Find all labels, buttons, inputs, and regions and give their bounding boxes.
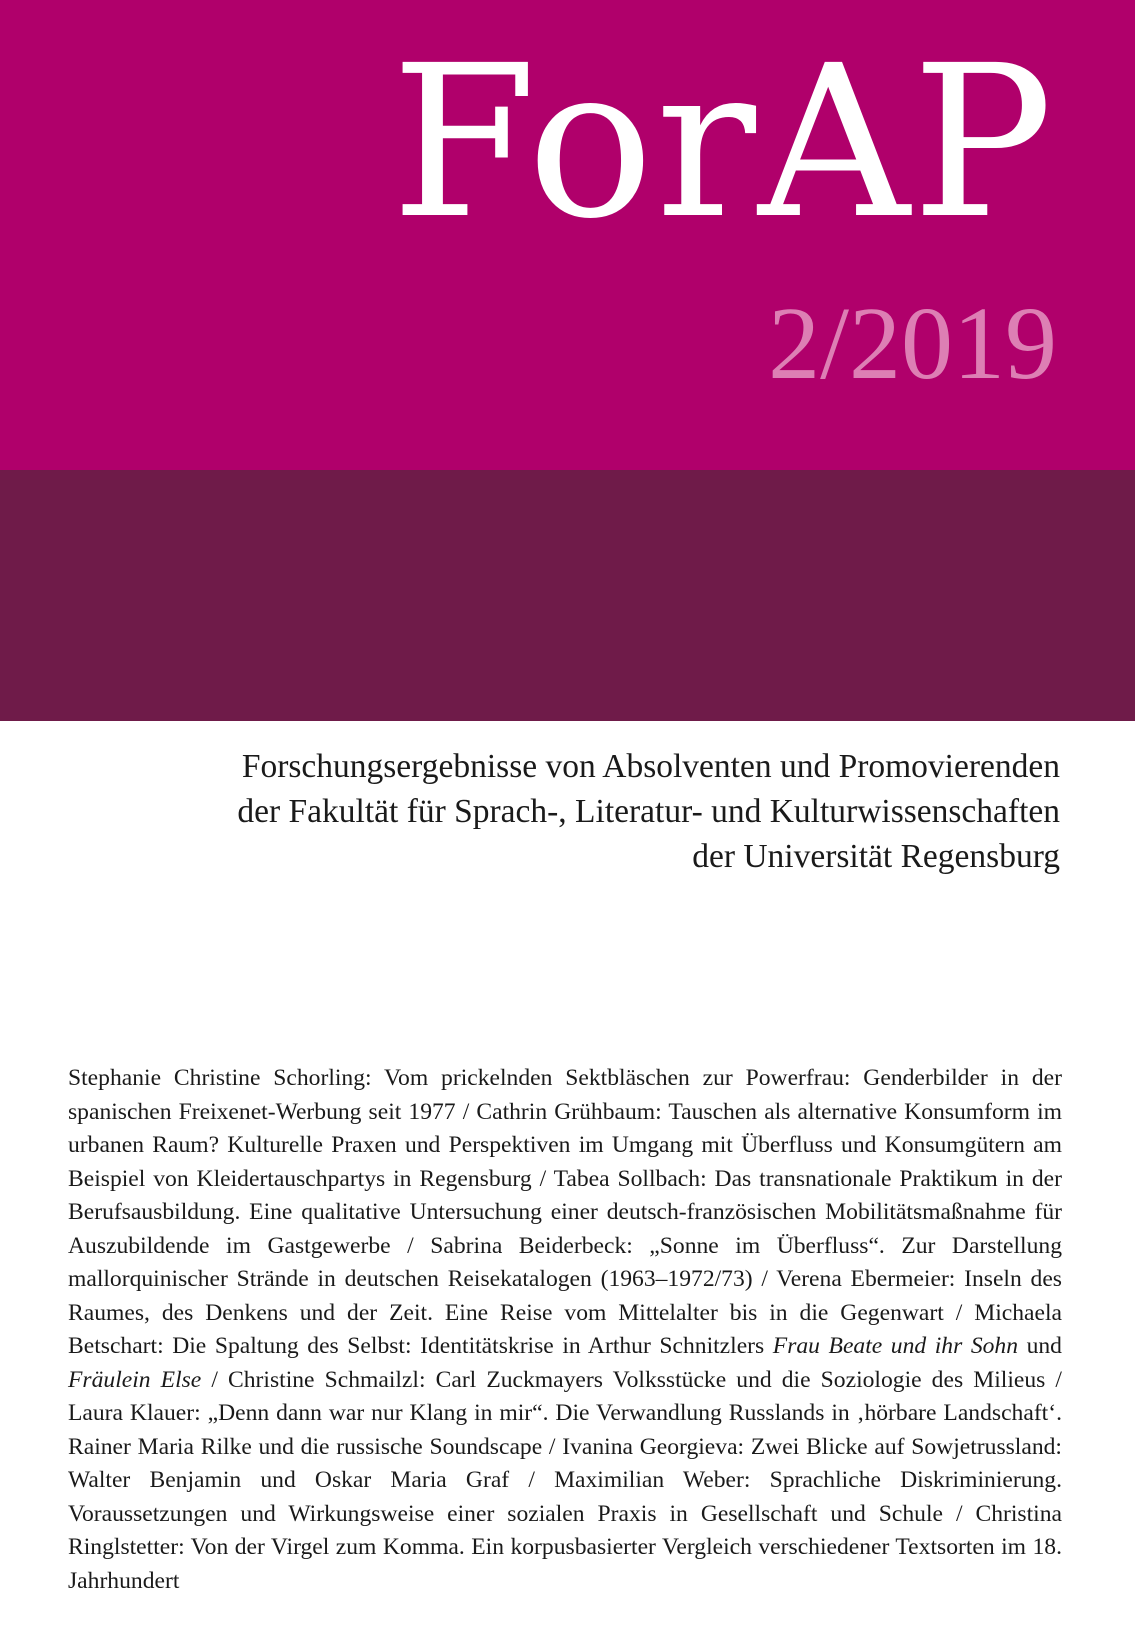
subtitle-line: der Universität Regensburg: [692, 838, 1060, 875]
contents-item: Cathrin Grühbaum: Tauschen als alternative Konsumform im urbanen Raum? Kulturelle Praxen und Perspektiven im Umgang mit Überfluss und Konsumgütern am Beispiel von Kleidertauschpartys in Regensburg: [68, 1098, 1062, 1192]
contents-item: Christina Ringlstetter: Von der Virgel zum Komma. Ein korpusbasierter Vergleich verschiedener Textsorten im 18. Jahrhundert: [68, 1500, 1062, 1594]
contents-separator: /: [201, 1366, 229, 1393]
contents-separator: /: [942, 1500, 976, 1527]
contents-item: Maximilian Weber: Sprachliche Diskriminierung. Voraussetzungen und Wirkungsweise einer sozialen Praxis in Gesellschaft und Schule: [68, 1467, 1062, 1527]
subtitle-line: der Fakultät für Sprach-, Literatur- und Kulturwissenschaften: [237, 793, 1060, 830]
journal-subtitle: [60, 744, 1060, 879]
issue-number: 2/2019: [768, 286, 1057, 401]
contents-item: Tabea Sollbach: Das transnationale Praktikum in der Berufsausbildung. Eine qualitative Untersuchung einer deutsch-französischen Mobilitätsmaßnahme für Auszubildende im Gastgewerbe: [68, 1165, 1062, 1259]
contents-separator: /: [531, 1165, 554, 1192]
work-title-italic: Frau Beate und ihr Sohn: [772, 1333, 1019, 1359]
contents-item: Sabrina Beiderbeck: „Sonne im Überfluss“. Zur Darstellung mallorquinischer Strände in deutschen Reisekatalogen (1963–1972/73): [68, 1232, 1062, 1292]
contents-item: Laura Klauer: „Denn dann war nur Klang in mir“. Die Verwandlung Russlands in ‚hörbare Landschaft‘. Rainer Maria Rilke und die russische Soundscape: [68, 1400, 1062, 1460]
contents-separator: /: [943, 1299, 975, 1326]
contents-item: Ivanina Georgieva: Zwei Blicke auf Sowjetrussland: Walter Benjamin und Oskar Maria Graf: [68, 1433, 1062, 1493]
contents-item: Stephanie Christine Schorling: Vom prickelnden Sektbläschen zur Powerfrau: Genderbilder in der spanischen Freixenet-Werbung seit 1977: [68, 1065, 1062, 1125]
cover-middle-band: [0, 470, 1135, 721]
journal-logo-title: ForAP: [391, 20, 1055, 265]
contents-separator: /: [509, 1467, 555, 1493]
work-title-italic: Fräulein Else: [68, 1366, 202, 1393]
contents-separator: /: [752, 1266, 777, 1292]
contents-item: Verena Ebermeier: Inseln des Raumes, des Denkens und der Zeit. Eine Reise vom Mittelalter bis in die Gegenwart: [68, 1266, 1062, 1326]
contents-item-text: Michaela Betschart: Die Spaltung des Selbst: Identitätskrise in Arthur Schnitzlers: [68, 1299, 1062, 1359]
subtitle-line: Forschungsergebnisse von Absolventen und Promovierenden: [241, 748, 1060, 785]
contents-separator: /: [1045, 1366, 1062, 1393]
contents-separator: /: [542, 1433, 563, 1460]
contents-item: Christine Schmailzl: Carl Zuckmayers Volksstücke und die Soziologie des Milieus: [228, 1366, 1046, 1393]
contents-separator: /: [390, 1232, 431, 1259]
contents-item-text: und: [1018, 1333, 1062, 1359]
table-of-contents: [68, 1062, 1062, 1598]
contents-separator: /: [455, 1098, 477, 1125]
